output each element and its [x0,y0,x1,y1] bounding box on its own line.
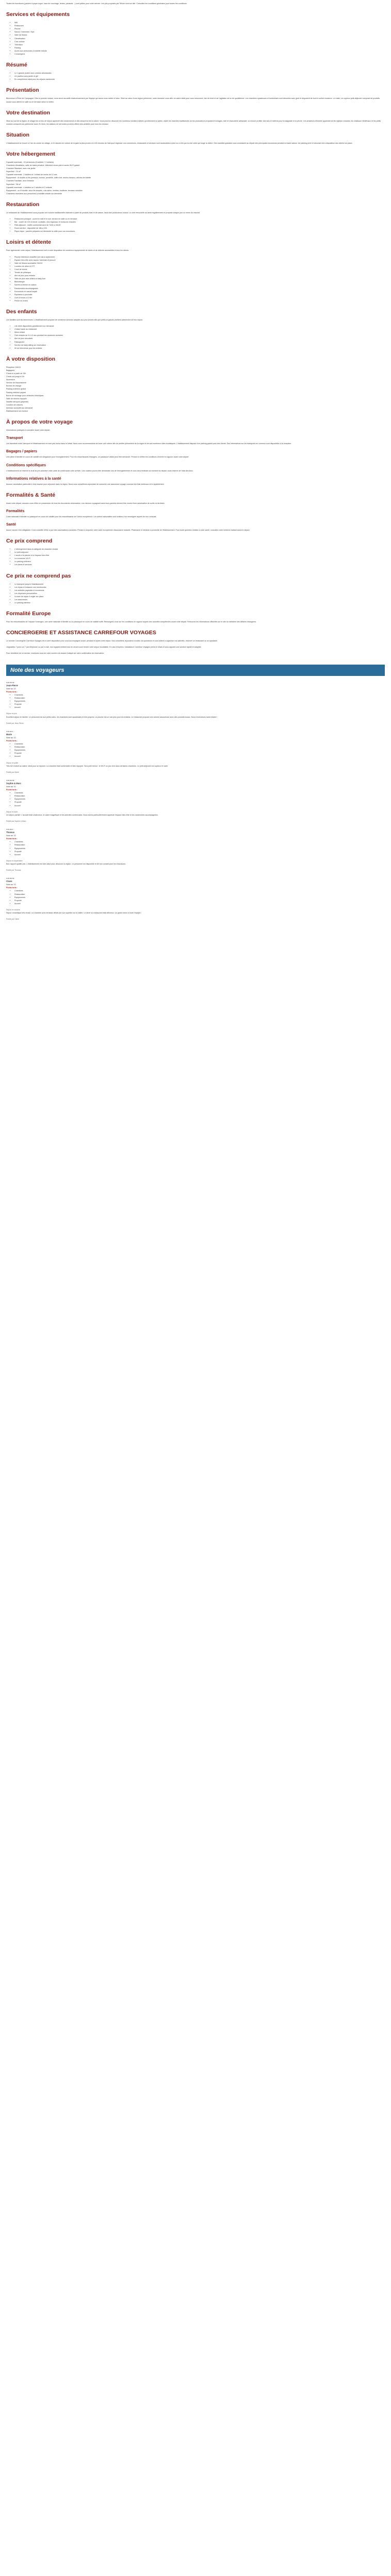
resume-list [6,72,385,81]
bagages-text: Une pièce d'identité en cours de validité est obligatoire pour l'enregistrement. Pour les ressortissants étrangers, un passeport valide peut être demandé. Pensez à vérifier les conditions d'entrée en vigueur avant votre départ. [6,456,189,459]
apropos-heading: À propos de votre voyage [6,419,73,426]
disposition-line: Réception 24h/24 [6,366,21,368]
review-name: Marie [6,733,12,736]
review-criteria-item: • Propreté [14,752,385,755]
sante-text: Aucun vaccin n'est obligatoire. Il est conseillé d'être à jour des vaccinations courantes. Pensez à emporter votre carte européenne d'assurance maladie. Pharmacie et médecin à proximité de l'établissement. Pour toute question relative à votre santé, consultez votre médecin traitant avant le départ. [6,529,250,531]
resume-item: • En complément idéal pour les séjours randonnée [14,78,385,81]
formalite-europe-text: Pour les ressortissants de l'espace Schengen, une carte nationale d'identité ou un passeport en cours de validité suffit. Renseignez-vous sur les conditions en vigueur auprès des autorités compétentes avant votre départ. Retrouvez les informations officielles sur le site du ministère des Affaires étrangères. [6,621,257,623]
review-criteria-list [6,791,385,807]
disposition-line: Salle de réunion équipée [6,397,27,400]
review-strengths-label: Points forts : [6,838,18,840]
review-comment: Excellent séjour en famille. Le personnel est aux petits soins, les chambres sont spacieuses et très propres. La piscine est un vrai plus pour les enfants. Le restaurant propose une cuisine savoureuse avec des produits locaux. Nous reviendrons sans hésiter ! [6,716,218,718]
prix-comprend-heading: Ce prix comprend [6,537,53,544]
loisirs-item: • Randonnées accompagnées [14,287,385,290]
resume-item: • Le 1 grande prairie avec ombres abondantes [14,72,385,75]
prix-ne-comprend-pas-item: • Les dépenses personnelles [14,592,385,595]
review-criteria-item: • Équipements [14,700,385,703]
hebergement-line: Capacité maximale : 4 adultes ou 2 adultes et 2 enfants [6,186,52,189]
review-name: Sophie & Marc [6,782,22,785]
review-criteria-item: • Restauration [14,843,385,846]
loisirs-intro: Pour agrémenter votre séjour, l'établissement met à votre disposition de nombreux équipements de loisirs et de détente accessibles à tous les clients. [6,249,129,252]
review-criteria-list [6,889,385,905]
prix-comprend-list [6,548,385,567]
review-strengths-label: Points forts : [6,690,18,693]
review-rating-label: Note sur 10 [6,687,16,690]
loisirs-item: • Salle de jeux avec billard et baby-foot [14,277,385,280]
loisirs-item: • Golf 18 trous à 10 km [14,296,385,299]
enfants-item: • Kit de bienvenue pour les enfants [14,347,385,350]
prix-ne-comprend-pas-heading: Ce prix ne comprend pas [6,572,71,579]
hebergement-line: Chambres climatisées, salle de bains privative, télévision écran plat et accès Wi-Fi gratuit [6,164,80,166]
service-item: • Piscine [14,27,385,30]
review-criteria-item: • Chambres [14,889,385,892]
conciergerie-text-2: Joignables 7 jours sur 7 par téléphone ou par e-mail, nos équipes mettent tout en œuvre pour rendre votre séjour inoubliable. En cas d'imprévu, l'assistance Carrefour Voyages prend le relais et vous apporte une solution rapide et adaptée. [6,646,202,649]
review-criteria-item: • Propreté [14,899,385,902]
loisirs-item: • Espace bien-être avec sauna, hammam et jacuzzi [14,259,385,262]
enfants-list [6,325,385,350]
prix-ne-comprend-pas-item: • Les activités payantes et excursions [14,589,385,592]
review-criteria-item: • Restauration [14,745,385,749]
review-author: Publié par Jean-Pierre [6,722,24,724]
review-criteria-item: • Équipements [14,798,385,801]
services-list [6,21,385,56]
disposition-line: Parking extérieur gratuit [6,388,26,391]
hebergement-lines [6,161,385,195]
restauration-item: • Pique-nique : paniers préparés sur demande la veille pour vos excursions [14,230,385,233]
resume-heading: Résumé [6,62,27,69]
formalites-sub-text: Carte nationale d'identité ou passeport en cours de validité pour les ressortissants de l'Union européenne. Les autres nationalités sont invitées à se renseigner auprès de leur consulat. [6,515,157,518]
review-criteria-item: • Accueil [14,755,385,758]
transport-heading: Transport [6,436,23,440]
service-item: • Conciergerie [14,53,385,56]
review-rating-label: Note sur 10 [6,884,16,886]
review-rating-label: Note sur 10 [6,736,16,739]
review-criteria-item: • Chambres [14,693,385,697]
review-criteria-item: • Restauration [14,794,385,798]
prix-comprend-item: • La connexion Wi-Fi [14,557,385,560]
enfants-item: • Chaise haute au restaurant [14,328,385,331]
restauration-list [6,217,385,233]
review-stars: ★★★★★ [6,681,15,684]
disposition-line: Animaux acceptés sur demande [6,407,33,410]
disposition-line: Check-out jusqu'à 11h [6,376,25,378]
prix-ne-comprend-pas-item: • Les assurances [14,598,385,601]
hebergement-line: Superficie : 24 m² [6,171,21,173]
prix-comprend-item: • L'hébergement dans la catégorie de chambre choisie [14,548,385,551]
review-criteria-item: • Accueil [14,853,385,856]
service-item: • Télévision [14,43,385,46]
hebergement-heading: Votre hébergement [6,150,55,157]
hebergement-line: Équipement : lit double ou lits jumeaux, bureau, penderie, coffre-fort, sèche-cheveux, articles de toilette [6,177,91,179]
formalite-europe-heading: Formalité Europe [6,611,51,617]
prix-ne-comprend-pas-item: • Les repas et boissons non mentionnés [14,586,385,589]
prix-comprend-item: • Le parking extérieur [14,560,385,563]
prix-ne-comprend-pas-item: • La taxe de séjour à régler sur place [14,595,385,598]
enfants-item: • Service de baby-sitting sur réservation [14,344,385,347]
conciergerie-text-3: Pour bénéficier de ce service, munissez-vous de votre numéro de dossier indiqué sur votre confirmation de réservation. [6,652,104,655]
review-criteria-item: • Chambres [14,742,385,745]
service-item: • Wifi [14,21,385,24]
review-comment: Séjour romantique très réussi. La chambre avec terrasse offrait une vue superbe sur la vallée. Le dîner au restaurant était délicieux. Un grand merci à toute l'équipe ! [6,912,142,914]
loisirs-item: • Équitation à proximité [14,293,385,296]
review-strengths-label: Points forts : [6,887,18,889]
service-item: • Accès aux personnes à mobilité réduite [14,49,385,53]
service-item: • Sauna / Hammam / Spa [14,30,385,33]
review-criteria-item: • Équipements [14,749,385,752]
service-item: • Salle de fitness [14,33,385,37]
situation-heading: Situation [6,131,29,138]
presentation-text: Bienvenue à Rêve de Campagne ! Dès le premier instant, vous serez accueilli chaleureusement par l'équipe qui saura vous mettre à l'aise. Situé au cœur d'une région préservée, notre domaine vous offre un cadre idéal pour vous ressourcer, loin du bruit et de l'agitation de la vie quotidienne. Les chambres spacieuses et lumineuses sont décorées avec goût et disposent de tout le confort moderne. Le matin, un copieux petit-déjeuner composé de produits locaux vous attend en salle ou en terrasse selon la météo. [6,97,380,103]
services-heading: Services et équipements [6,11,70,18]
disposition-line: Navette aéroport (payante) [6,400,28,403]
review-author: Publié par Sophie & Marc [6,820,26,822]
restauration-item: • Restaurant principal : ouvert le midi et le soir, service en salle ou en terrasse [14,217,385,221]
review-stars: ★★★★☆ [6,828,15,831]
disposition-line: Établissement non-fumeur [6,410,28,413]
review-item [6,828,385,872]
disposition-line: Location de voitures [6,403,23,406]
destination-heading: Votre destination [6,109,50,116]
review-criteria-item: • Propreté [14,703,385,706]
intro-text: Toutes les fournitures (paniers à pique-nique, sacs de couchage, tentes, parasols…) sont prêtes pour votre arrivée. Les prix proposés par Tellure sont sur site. Consultez les conditions générales pour toutes les conditions. [6,3,187,5]
hebergement-line: Capacité maximale : 10 personnes (8 adultes + 2 enfants) [6,161,54,163]
conciergerie-heading: CONCIERGERIE ET ASSISTANCE CARREFOUR VOYAGES [6,630,156,636]
reviews-list [6,681,385,921]
sante-infos-text: Aucune vaccination particulière n'est requise pour séjourner dans la région. Nous vous conseillons cependant de souscrire une assurance voyage couvrant les frais médicaux et le rapatriement. [6,483,165,485]
review-strengths-label: Points forts : [6,739,18,742]
review-stars: ★★★★★ [6,779,15,782]
disposition-line: Check-in à partir de 15h [6,372,26,375]
prix-ne-comprend-pas-item: • Le parking intérieur [14,601,385,604]
review-criteria-item: • Équipements [14,896,385,899]
service-item: • Restaurant [14,24,385,27]
prix-comprend-item: • Les taxes et services [14,563,385,566]
review-item [6,730,385,774]
restauration-heading: Restauration [6,201,40,208]
disposition-heading: À votre disposition [6,355,56,362]
review-criteria-list [6,742,385,758]
disposition-line: Bureau de change [6,385,22,387]
disposition-line: Parking intérieur payant [6,391,26,394]
review-author: Publié par Marie [6,771,19,773]
review-author: Publié par Thomas [6,869,21,871]
prix-ne-comprend-pas-list [6,583,385,605]
restauration-item: • Bar : ouvert de 10h à minuit, cocktails, vins régionaux et boissons chaudes [14,221,385,224]
formalites-text: Avant votre départ, assurez-vous d'être en possession de tous les documents nécessaires. Les mineurs voyageant sans leurs parents doivent être munis d'une autorisation de sortie du territoire. [6,502,165,504]
loisirs-item: • Pêche en rivière [14,299,385,302]
review-rating-label: Note sur 10 [6,786,16,788]
enfants-heading: Des enfants [6,308,37,315]
review-name: Thomas [6,831,15,834]
restauration-intro: Le restaurant de l'établissement vous propose une cuisine traditionnelle élaborée à partir de produits frais et de saison, issus des producteurs locaux. Le chef renouvelle sa carte régulièrement et propose chaque jour un menu du marché. [6,211,201,214]
loisirs-item: • Court de tennis [14,268,385,271]
reviews-section-title: Note des voyageurs [6,665,385,676]
sante-infos-heading: Informations relatives à la santé [6,477,61,481]
review-comment: Très bel endroit au calme, idéal pour se reposer. La chambre était confortable et bien équipée. Seul petit bémol : le Wi-Fi un peu lent dans certaines chambres. Le petit-déjeuner est copieux et varié. [6,765,168,767]
loisirs-item: • Bibliothèque [14,280,385,283]
hebergement-line: Chambres réservées aux personnes à mobilité réduite sur demande [6,192,62,195]
hebergement-line: Équipement : un lit double, deux lits simples, coin salon, minibar, bouilloire, terrasse meublée [6,189,83,192]
review-criteria-item: • Chambres [14,840,385,843]
review-criteria-item: • Restauration [14,697,385,700]
review-date: Séjour en août [6,810,18,813]
service-item: • Climatisation [14,37,385,40]
review-criteria-item: • Propreté [14,850,385,853]
review-date: Séjour en juin [6,713,17,715]
enfants-item: • Club enfants de 4 à 12 ans pendant les vacances scolaires [14,334,385,337]
restauration-item: • Petit-déjeuner : buffet continental servi de 7h30 à 10h30 [14,224,385,227]
enfants-item: • Pataugeoire [14,341,385,344]
review-criteria-item: • Accueil [14,902,385,905]
loisirs-item: • Terrain de pétanque [14,271,385,274]
service-item: • Parking [14,46,385,49]
review-date: Séjour en octobre [6,908,20,911]
restauration-item: • Room service : disponible de 18h à 22h [14,227,385,230]
disposition-line: Bagagerie [6,369,15,371]
loisirs-item: • Excursions en canoë-kayak [14,290,385,293]
conditions-heading: Conditions spécifiques [6,463,46,467]
loisirs-item: • Location de vélos et VTT [14,265,385,268]
review-name: Claire [6,880,12,883]
loisirs-item: • Piscine extérieure chauffée (de mai à septembre) [14,256,385,259]
loisirs-heading: Loisirs et détente [6,239,51,246]
review-comment: Un séjour parfait ! L'accueil était chaleureux, le cadre magnifique et les activités nombreuses. Nous avons particulièrement apprécié l'espace bien-être et les randonnées accompagnées. [6,814,158,816]
page [6,0,385,946]
disposition-line: Service de blanchisserie [6,382,26,384]
presentation-heading: Présentation [6,87,39,94]
formalites-sub-heading: Formalités [6,509,25,513]
disposition-line: Borne de recharge pour véhicules électriques [6,394,44,397]
review-item [6,877,385,921]
hebergement-line: Chambre Familiale, avec terrasse [6,180,34,182]
review-comment: Bon rapport qualité-prix. L'établissement est bien situé pour découvrir la région. Le personnel est disponible et de bon conseil pour les excursions. [6,862,126,865]
prix-ne-comprend-pas-item: • Le transport jusqu'à l'établissement [14,583,385,586]
loisirs-item: • Salle de fitness accessible 24h/24 [14,262,385,265]
loisirs-list [6,256,385,302]
review-rating-label: Note sur 10 [6,835,16,837]
apropos-intro: Informations pratiques à connaître avant votre départ. [6,429,51,432]
review-criteria-item: • Chambres [14,791,385,794]
prix-comprend-item: • L'accès à la piscine et à l'espace bien-être [14,554,385,557]
enfants-item: • Menu enfant [14,331,385,334]
review-criteria-item: • Accueil [14,804,385,807]
disposition-lines [6,366,385,413]
enfants-intro: Les familles sont les bienvenues ! L'établissement propose de nombreux services adaptés aux plus jeunes afin que petits et grands profitent pleinement de leur séjour. [6,318,143,321]
enfants-item: • Aire de jeux sécurisée [14,337,385,340]
hebergement-line: Superficie : 38 m² [6,183,21,185]
review-author: Publié par Claire [6,918,20,921]
hebergement-line: Chambre Standard, avec vue jardin [6,167,36,170]
review-item [6,779,385,823]
conditions-text: L'établissement se réserve le droit de pré-autoriser votre carte de crédit avant votre arrivée. Une caution pourra être demandée lors de l'enregistrement et vous sera restituée au moment du départ, sous réserve de l'état des lieux. [6,469,194,472]
review-name: Jean-Pierre [6,684,18,687]
review-strengths-label: Points forts : [6,789,18,791]
review-criteria-item: • Restauration [14,893,385,896]
review-stars: ★★★★★ [6,877,15,880]
formalites-heading: Formalités & Santé [6,492,56,498]
hebergement-line: Capacité maximale : 2 adultes et 1 enfant de moins de 12 ans [6,174,57,176]
prix-comprend-item: • Le petit-déjeuner [14,551,385,554]
resume-item: • Un pavillon avec jardin et gril [14,75,385,78]
service-item: • Coin cuisine [14,40,385,43]
conciergerie-text-1: Le service Conciergerie Carrefour Voyages est à votre disposition pour vous accompagner avant, pendant et après votre séjour. Nos conseillers répondent à toutes vos questions et vous aident à organiser vos activités, réserver un restaurant ou un spectacle. [6,640,218,642]
disposition-line: Ascenseur [6,379,15,381]
review-criteria-item: • Accueil [14,706,385,709]
review-criteria-list [6,840,385,856]
destination-text: Situé au sud de la région, le village est un lieu de séjour apprécié des randonneurs et des amoureux de la nature. Vous pourrez découvrir les nombreux sentiers balisés qui sillonnent la vallée, visiter les marchés traditionnels où les producteurs proposent fromages, miel et charcuterie artisanale, ou encore profiter des lacs et rivières pour la baignade et la pêche. Les amateurs d'histoire apprécieront les églises romanes, les châteaux médiévaux et les petits musées consacrés au patrimoine local. En hiver, les stations de ski toutes proches offrent des activités pour tous les niveaux. [6,120,381,125]
review-date: Séjour en juillet [6,761,19,764]
review-criteria-item: • Équipements [14,847,385,850]
review-criteria-list [6,693,385,709]
enfants-item: • Lits bébé disponibles gratuitement sur demande [14,325,385,328]
bagages-heading: Bagages / papiers [6,450,37,454]
loisirs-item: • Soirées à thème en saison [14,283,385,286]
review-item [6,681,385,725]
transport-text: Les transferts entre l'aéroport et l'établissement ne sont pas inclus dans le forfait. Nous vous recommandons de louer une voiture afin de profiter pleinement de la région et de ses nombreux sites touristiques. L'établissement dispose d'un parking gratuit pour ses clients. Des informations sur les transports en commun sont disponibles à la réception. [6,443,292,445]
review-criteria-item: • Propreté [14,801,385,804]
review-date: Séjour en septembre [6,859,23,862]
loisirs-item: • Aire de jeux pour enfants [14,274,385,277]
review-stars: ★★★★☆ [6,730,15,733]
sante-heading: Santé [6,522,17,527]
situation-text: L'établissement se trouve à 2 km du centre du village, à 15 minutes en voiture de la gare la plus proche et à 45 minutes de l'aéroport régional. Les commerces, restaurants et services sont accessibles à pied ou à vélo par la voie verte qui longe la rivière. Des navettes gratuites vous conduisent au départ des principales excursions pendant la haute saison. Un parking privé et sécurisé est à disposition des clients sur place. [6,142,353,144]
